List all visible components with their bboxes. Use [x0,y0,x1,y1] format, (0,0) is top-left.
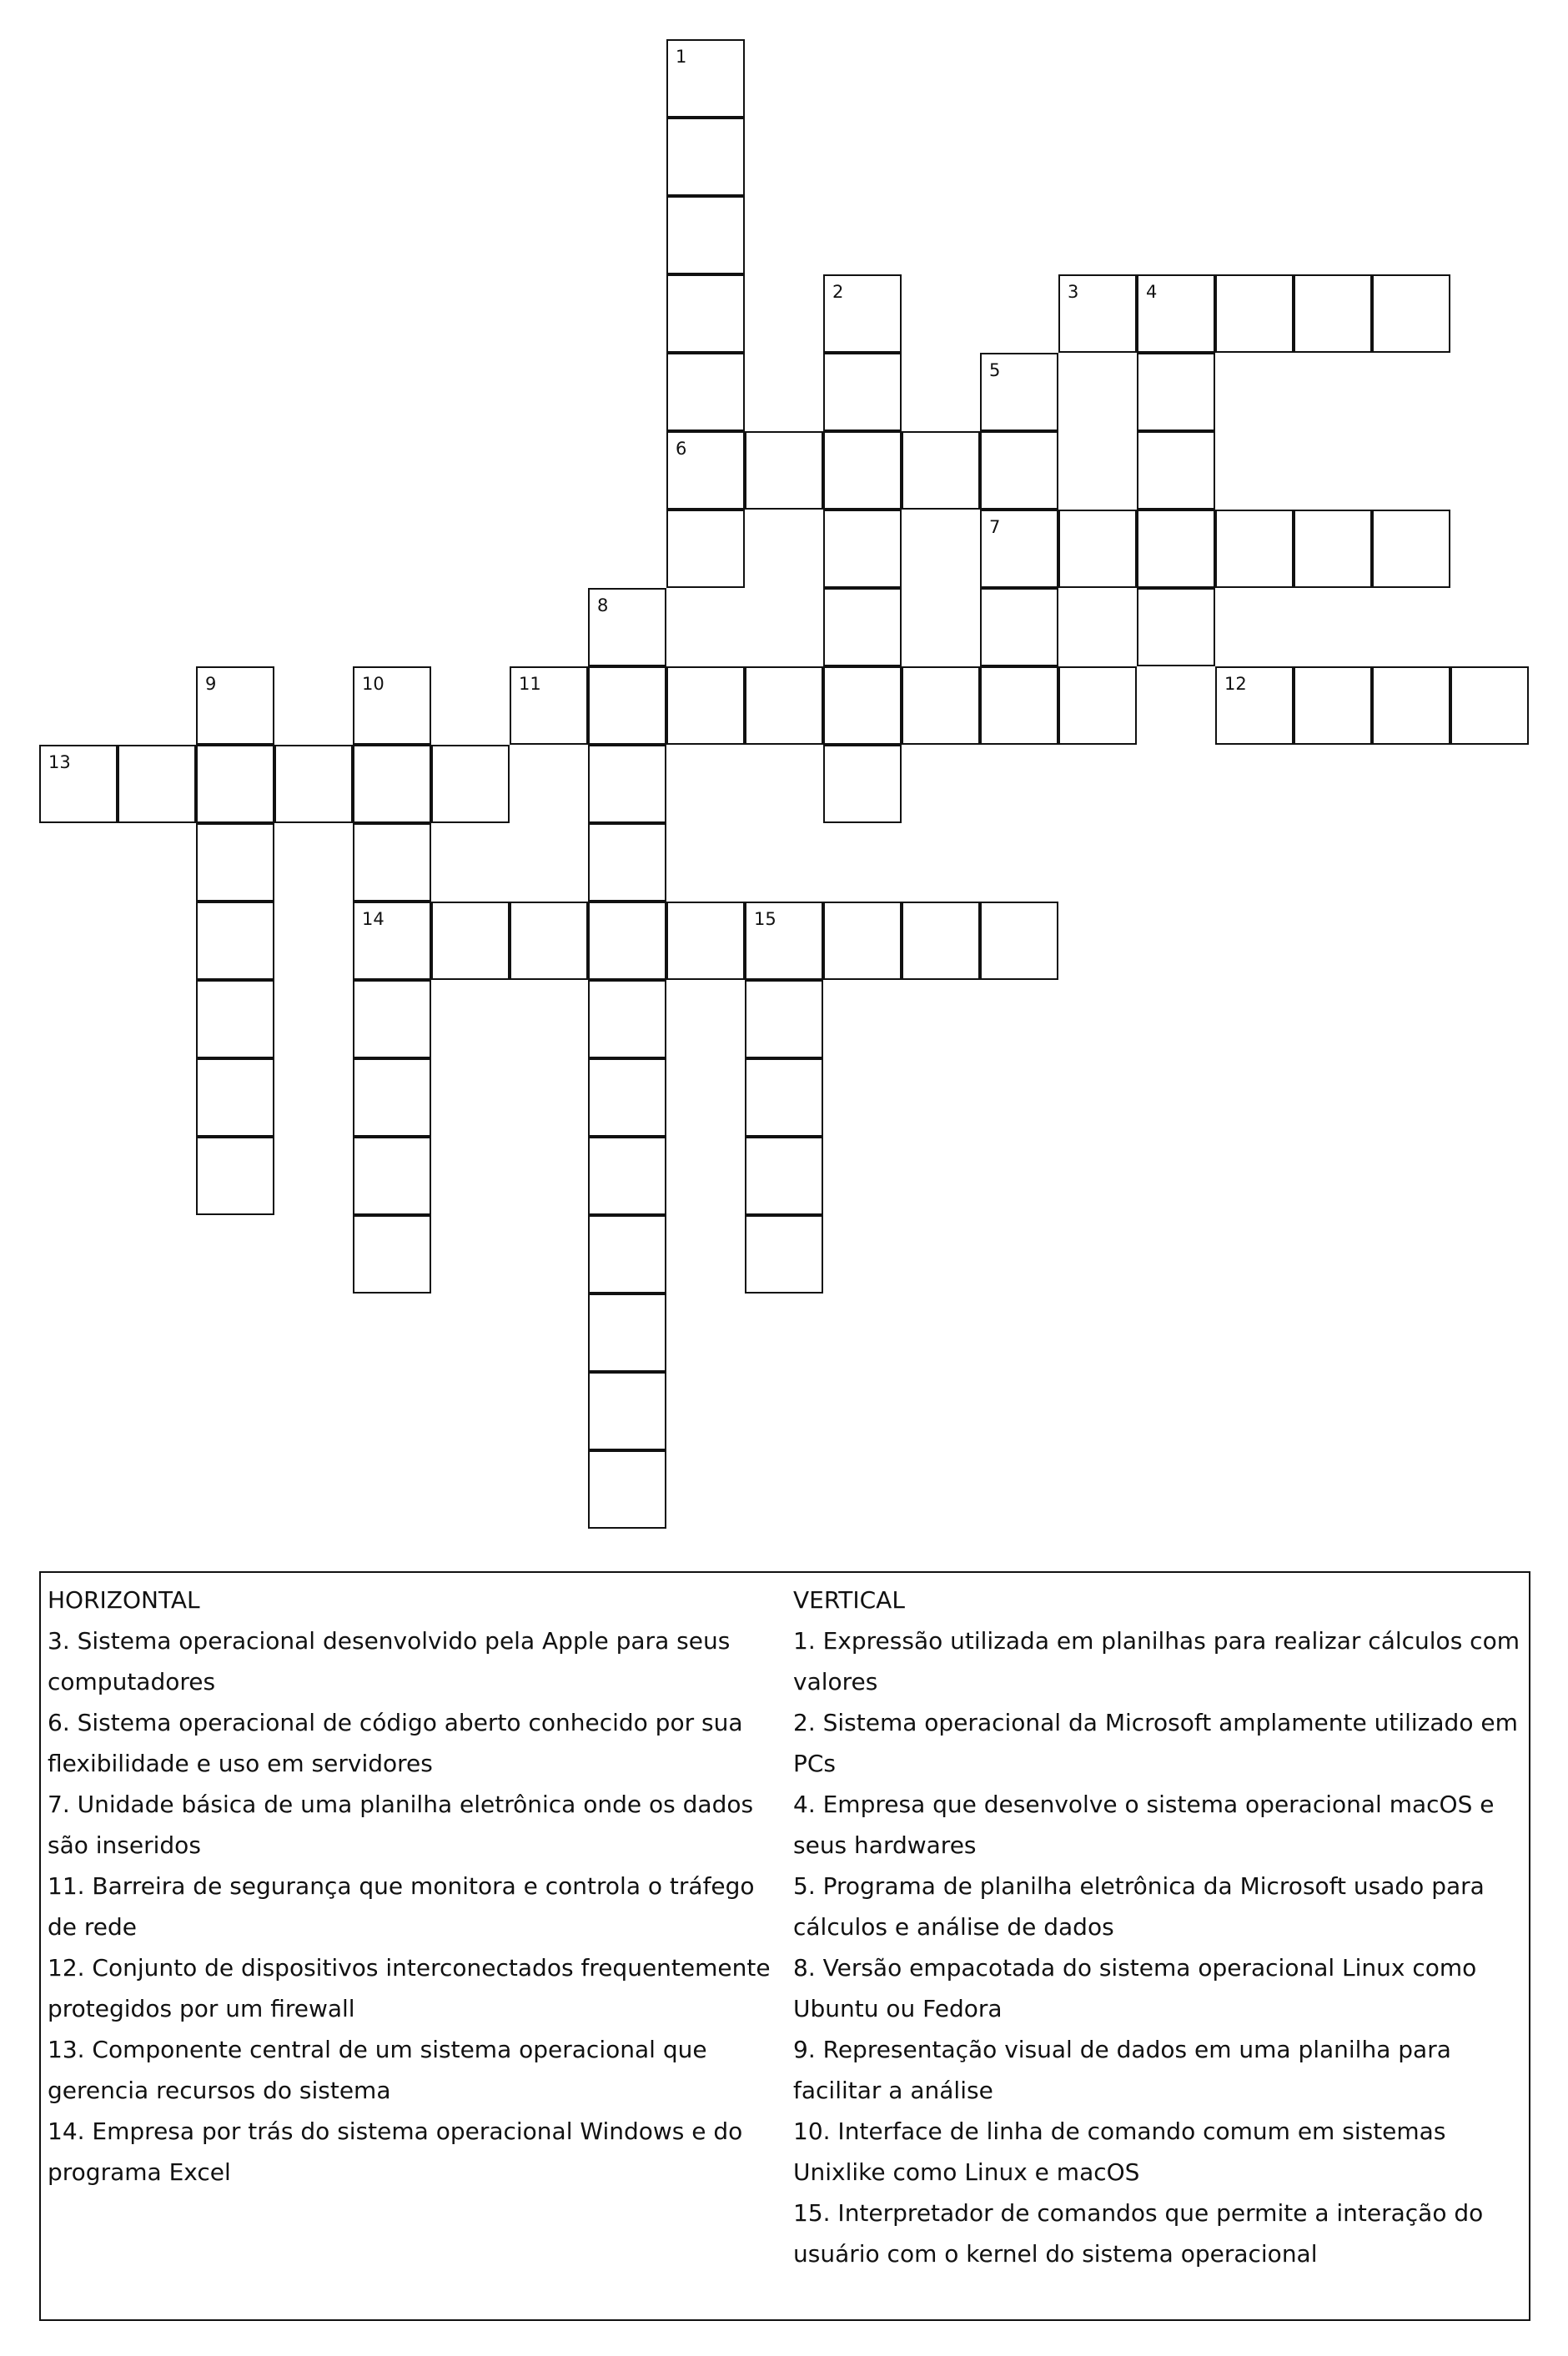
horizontal-clue: 6. Sistema operacional de código aberto conhecido por sua flexibilidade e uso em servidores [48,1709,743,1777]
grid-cell[interactable] [666,118,745,196]
vertical-clue: 8. Versão empacotada do sistema operacional Linux como Ubuntu ou Fedora [793,1954,1477,2022]
clue-number: 13 [48,752,71,772]
grid-cell[interactable] [1372,274,1450,353]
grid-cell[interactable] [902,902,980,980]
grid-cell[interactable] [1294,666,1372,745]
vertical-clue: 9. Representação visual de dados em uma planilha para facilitar a análise [793,2036,1451,2104]
grid-cell[interactable] [823,274,902,353]
grid-cell[interactable] [745,1215,823,1294]
vertical-clue: 1. Expressão utilizada em planilhas para realizar cálculos com valores [793,1627,1520,1695]
grid-cell[interactable] [823,666,902,745]
vertical-clues [793,1580,1527,2274]
grid-cell[interactable] [1058,666,1137,745]
clue-number: 2 [832,282,844,302]
grid-cell[interactable] [588,823,666,902]
grid-cell[interactable] [1137,510,1215,588]
grid-cell[interactable] [1215,666,1294,745]
grid-cell[interactable] [823,510,902,588]
grid-cell[interactable] [196,666,274,745]
grid-cell[interactable] [902,431,980,510]
clue-number: 1 [676,47,687,67]
grid-cell[interactable] [823,431,902,510]
grid-cell[interactable] [745,1058,823,1137]
grid-cell[interactable] [588,666,666,745]
grid-cell[interactable] [1137,431,1215,510]
grid-cell[interactable] [666,431,745,510]
clue-number: 12 [1224,674,1247,694]
vertical-title: VERTICAL [793,1586,905,1614]
grid-cell[interactable] [980,431,1058,510]
grid-cell[interactable] [666,666,745,745]
clue-number: 15 [754,909,776,929]
grid-cell[interactable] [118,745,196,823]
grid-cell[interactable] [196,1137,274,1215]
grid-cell[interactable] [1137,588,1215,666]
horizontal-clue: 12. Conjunto de dispositivos interconectados frequentemente protegidos por um firewall [48,1954,771,2022]
grid-cell[interactable] [1137,353,1215,431]
grid-cell[interactable] [353,980,431,1058]
grid-cell[interactable] [588,902,666,980]
grid-cell[interactable] [745,980,823,1058]
grid-cell[interactable] [353,902,431,980]
grid-cell[interactable] [745,1137,823,1215]
grid-cell[interactable] [588,1294,666,1372]
vertical-clue: 15. Interpretador de comandos que permite a interação do usuário com o kernel do sistema operacional [793,2199,1484,2268]
grid-cell[interactable] [1058,510,1137,588]
clue-number: 14 [362,909,384,929]
clue-number: 11 [519,674,541,694]
grid-cell[interactable] [431,745,510,823]
grid-cell[interactable] [353,1058,431,1137]
grid-cell[interactable] [980,902,1058,980]
clues-box [39,1571,1530,2321]
horizontal-clue: 14. Empresa por trás do sistema operacional Windows e do programa Excel [48,2117,743,2186]
grid-cell[interactable] [588,1137,666,1215]
grid-cell[interactable] [980,588,1058,666]
grid-cell[interactable] [588,588,666,666]
grid-cell[interactable] [588,745,666,823]
grid-cell[interactable] [1058,274,1137,353]
grid-cell[interactable] [1215,274,1294,353]
grid-cell[interactable] [823,353,902,431]
grid-cell[interactable] [353,745,431,823]
clue-number: 5 [989,360,1001,380]
horizontal-clue: 3. Sistema operacional desenvolvido pela Apple para seus computadores [48,1627,731,1695]
grid-cell[interactable] [823,902,902,980]
clue-number: 3 [1068,282,1079,302]
horizontal-clues [48,1580,790,2193]
grid-cell[interactable] [1137,274,1215,353]
grid-cell[interactable] [196,902,274,980]
grid-cell[interactable] [666,902,745,980]
vertical-clue: 2. Sistema operacional da Microsoft amplamente utilizado em PCs [793,1709,1518,1777]
grid-cell[interactable] [1372,666,1450,745]
clue-number: 8 [597,595,609,615]
grid-cell[interactable] [588,980,666,1058]
grid-cell[interactable] [745,431,823,510]
clue-number: 6 [676,439,687,459]
grid-cell[interactable] [980,666,1058,745]
grid-cell[interactable] [588,1215,666,1294]
grid-cell[interactable] [666,353,745,431]
grid-cell[interactable] [980,353,1058,431]
grid-cell[interactable] [353,666,431,745]
grid-cell[interactable] [196,980,274,1058]
grid-cell[interactable] [274,745,353,823]
grid-cell[interactable] [980,510,1058,588]
grid-cell[interactable] [1294,274,1372,353]
grid-cell[interactable] [823,588,902,666]
clue-number: 7 [989,517,1001,537]
clue-number: 10 [362,674,384,694]
grid-cell[interactable] [431,902,510,980]
grid-cell[interactable] [745,666,823,745]
clue-number: 9 [205,674,217,694]
horizontal-clue: 13. Componente central de um sistema operacional que gerencia recursos do sistema [48,2036,707,2104]
vertical-clue: 10. Interface de linha de comando comum em sistemas Unixlike como Linux e macOS [793,2117,1446,2186]
grid-cell[interactable] [588,1372,666,1450]
grid-cell[interactable] [1372,510,1450,588]
grid-cell[interactable] [353,1215,431,1294]
grid-cell[interactable] [1294,510,1372,588]
vertical-clue: 5. Programa de planilha eletrônica da Microsoft usado para cálculos e análise de dados [793,1872,1485,1941]
vertical-clue: 4. Empresa que desenvolve o sistema operacional macOS e seus hardwares [793,1791,1495,1859]
grid-cell[interactable] [588,1450,666,1529]
grid-cell[interactable] [745,902,823,980]
grid-cell[interactable] [1215,510,1294,588]
grid-cell[interactable] [196,1058,274,1137]
grid-cell[interactable] [196,823,274,902]
grid-cell[interactable] [353,1137,431,1215]
grid-cell[interactable] [902,666,980,745]
clue-number: 4 [1146,282,1158,302]
horizontal-clue: 7. Unidade básica de uma planilha eletrônica onde os dados são inseridos [48,1791,754,1859]
grid-cell[interactable] [666,39,745,118]
grid-cell[interactable] [510,666,588,745]
grid-cell[interactable] [666,196,745,274]
horizontal-title: HORIZONTAL [48,1586,200,1614]
grid-cell[interactable] [588,1058,666,1137]
grid-cell[interactable] [196,745,274,823]
grid-cell[interactable] [666,510,745,588]
grid-cell[interactable] [39,745,118,823]
grid-cell[interactable] [823,745,902,823]
grid-cell[interactable] [666,274,745,353]
horizontal-clue: 11. Barreira de segurança que monitora e controla o tráfego de rede [48,1872,755,1941]
grid-cell[interactable] [1450,666,1529,745]
grid-cell[interactable] [353,823,431,902]
grid-cell[interactable] [510,902,588,980]
